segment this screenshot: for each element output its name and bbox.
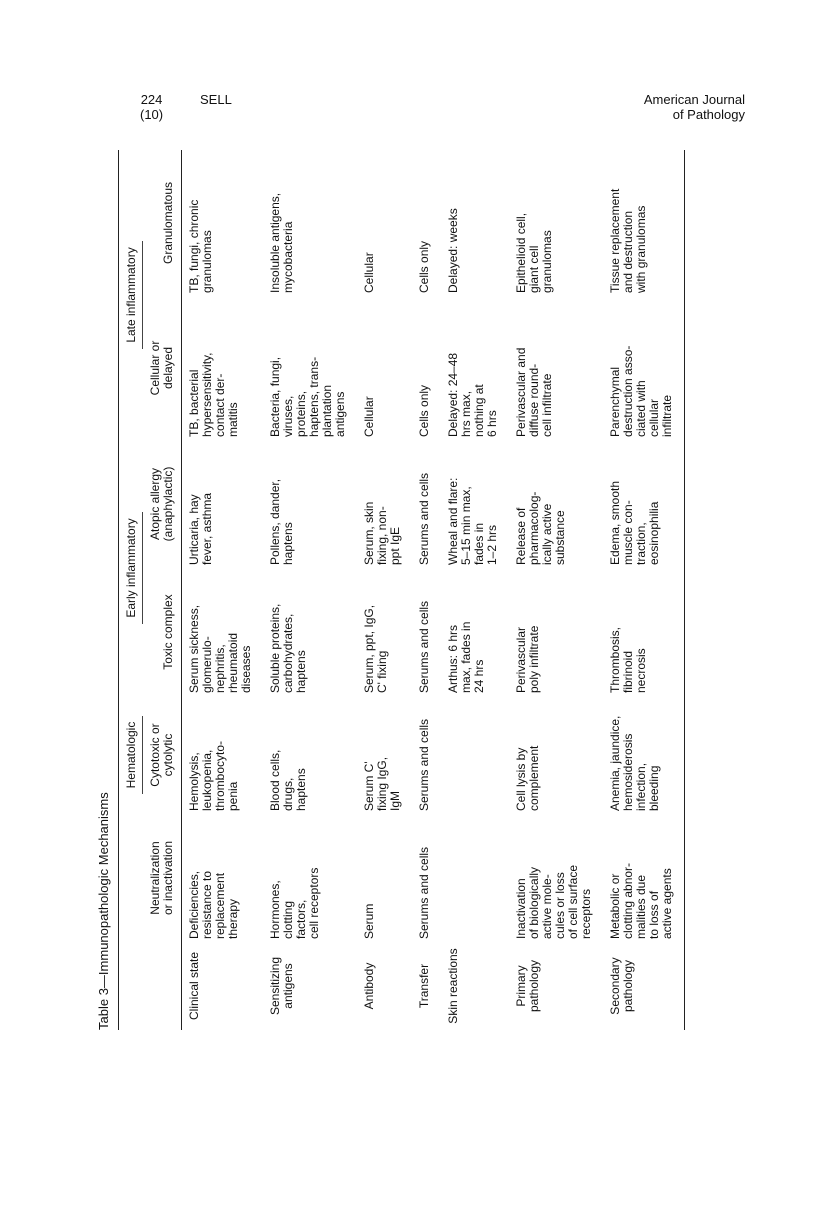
table-cell: Cells only [417, 384, 431, 437]
table-cell: Pollens, dander, haptens [268, 478, 295, 565]
table-body [182, 150, 685, 1030]
table-cell: Hormones, clotting factors, cell receptors [268, 867, 321, 939]
table-row [509, 150, 603, 1030]
page-sub-number: (10) [140, 107, 164, 122]
table-cell: Cellular [362, 252, 376, 293]
table-cell: Thrombosis, fibrinoid necrosis [603, 568, 685, 696]
table-cell: Cell lysis by complement [514, 745, 541, 811]
table-cell: Serum [362, 903, 376, 939]
row-label: Primary pathology [514, 959, 541, 1013]
row-label: Sensitizing antigens [268, 956, 295, 1016]
table-cell: Serum, ppt, IgG, C' fixing [362, 604, 389, 693]
table-cell: Serums and cells [417, 718, 431, 811]
column-header: Cellular or delayed [145, 296, 182, 440]
table-row [603, 150, 685, 1030]
table-cell: Epithelioid cell, giant cell granulomas [514, 212, 554, 293]
table-cell: Arthus: 6 hrs max, fades in 24 hrs [446, 621, 486, 693]
group-header-empty-2 [119, 814, 146, 942]
table-cell: Parenchymal destruction asso- ciated with cellular infiltrate [603, 296, 685, 440]
table-cell [441, 814, 509, 942]
page-number: 224 [140, 92, 163, 107]
journal-line-1: American Journal [643, 92, 745, 107]
row-label: Transfer [417, 963, 431, 1009]
table-cell: Serums and cells [417, 846, 431, 939]
table-cell: Serums and cells [417, 600, 431, 693]
table-cell: Serums and cells [417, 472, 431, 565]
table-cell: Inactivation of biologically active mole- cules or loss of cell surface receptors [514, 864, 593, 939]
table-cell: Insoluble antigens, mycobacteria [268, 192, 295, 293]
table-cell: Edema, smooth muscle con- traction, eosinophilia [603, 440, 685, 568]
table-cell: Serum, skin fixing, non- ppt IgE [362, 501, 402, 565]
table-cell: Deficiencies, resistance to replacement therapy [187, 870, 240, 939]
table-cell: Bacteria, fungi, viruses, proteins, haptens, trans- plantation antigens [268, 356, 347, 437]
table-row [441, 150, 509, 1030]
table-cell: Serum C' fixing IgG, IgM [362, 756, 402, 811]
group-header-empty-1 [119, 942, 146, 1030]
column-header: Granulomatous [145, 150, 182, 296]
row-label: Secondary pathology [603, 942, 685, 1030]
column-header: Atopic allergy (anaphylactic) [145, 440, 182, 568]
table-row [412, 150, 441, 1030]
immunopathologic-table [118, 150, 685, 1030]
table-cell: Urticaria, hay fever, asthma [187, 492, 214, 565]
journal-name [644, 92, 745, 122]
page-number-block [140, 92, 163, 122]
table-cell: Serum sickness, glomerulo- nephritis, rheumatoid diseases [187, 604, 253, 693]
rotated-table-block [96, 150, 736, 1030]
journal-line-2: of Pathology [672, 107, 745, 122]
table-cell: Wheal and flare: 5–15 min max, fades in 1–2 hrs [446, 477, 499, 565]
table-cell: Metabolic or clotting abnor- malities due to loss of active agents [603, 814, 685, 942]
column-header-row [145, 150, 182, 1030]
running-author: SELL [200, 92, 232, 107]
table-cell: Perivascular poly infiltrate [514, 625, 541, 693]
table-cell [441, 696, 509, 814]
table-cell: Release of pharmacolog- ically active substance [514, 491, 567, 565]
table-cell: Delayed: 24–48 hrs max, nothing at 6 hrs [446, 352, 499, 437]
row-label: Antibody [362, 962, 376, 1010]
table-cell: Tissue replacement and destruction with granulomas [603, 150, 685, 296]
table-cell: TB, bacterial hypersensitivity, contact der- matitis [187, 352, 240, 437]
table-cell: Anemia, jaundice, hemosiderosis infection, bleeding [603, 696, 685, 814]
group-header-row [119, 150, 146, 1030]
group-header-hematologic: Hematologic [119, 696, 146, 814]
table-cell: Cells only [417, 240, 431, 293]
table-row [182, 150, 264, 1030]
column-header: Cytotoxic or cytolytic [145, 696, 182, 814]
group-header-late-inflammatory: Late inflammatory [119, 150, 146, 440]
table-cell: Blood cells, drugs, haptens [268, 749, 308, 811]
row-label: Clinical state [187, 951, 201, 1021]
column-header: Toxic complex [145, 568, 182, 696]
group-header-early-inflammatory: Early inflammatory [119, 440, 146, 696]
table-cell: Soluble proteins, carbohydrates, haptens [268, 603, 308, 693]
table-cell: Perivascular and diffuse round- cell infiltrate [514, 347, 554, 437]
table-cell: TB, fungi, chronic granulomas [187, 199, 214, 293]
column-header-empty [145, 942, 182, 1030]
row-label: Skin reactions [446, 948, 460, 1024]
column-header: Neutralization or inactivation [145, 814, 182, 942]
table-cell: Cellular [362, 396, 376, 437]
table-title: Table 3—Immunopathologic Mechanisms [96, 792, 111, 1030]
table-row [263, 150, 357, 1030]
table-cell: Hemolysis, leukopenia, thrombocyto- penia [187, 740, 240, 811]
table-row [357, 150, 412, 1030]
table-cell: Delayed: weeks [446, 208, 460, 293]
